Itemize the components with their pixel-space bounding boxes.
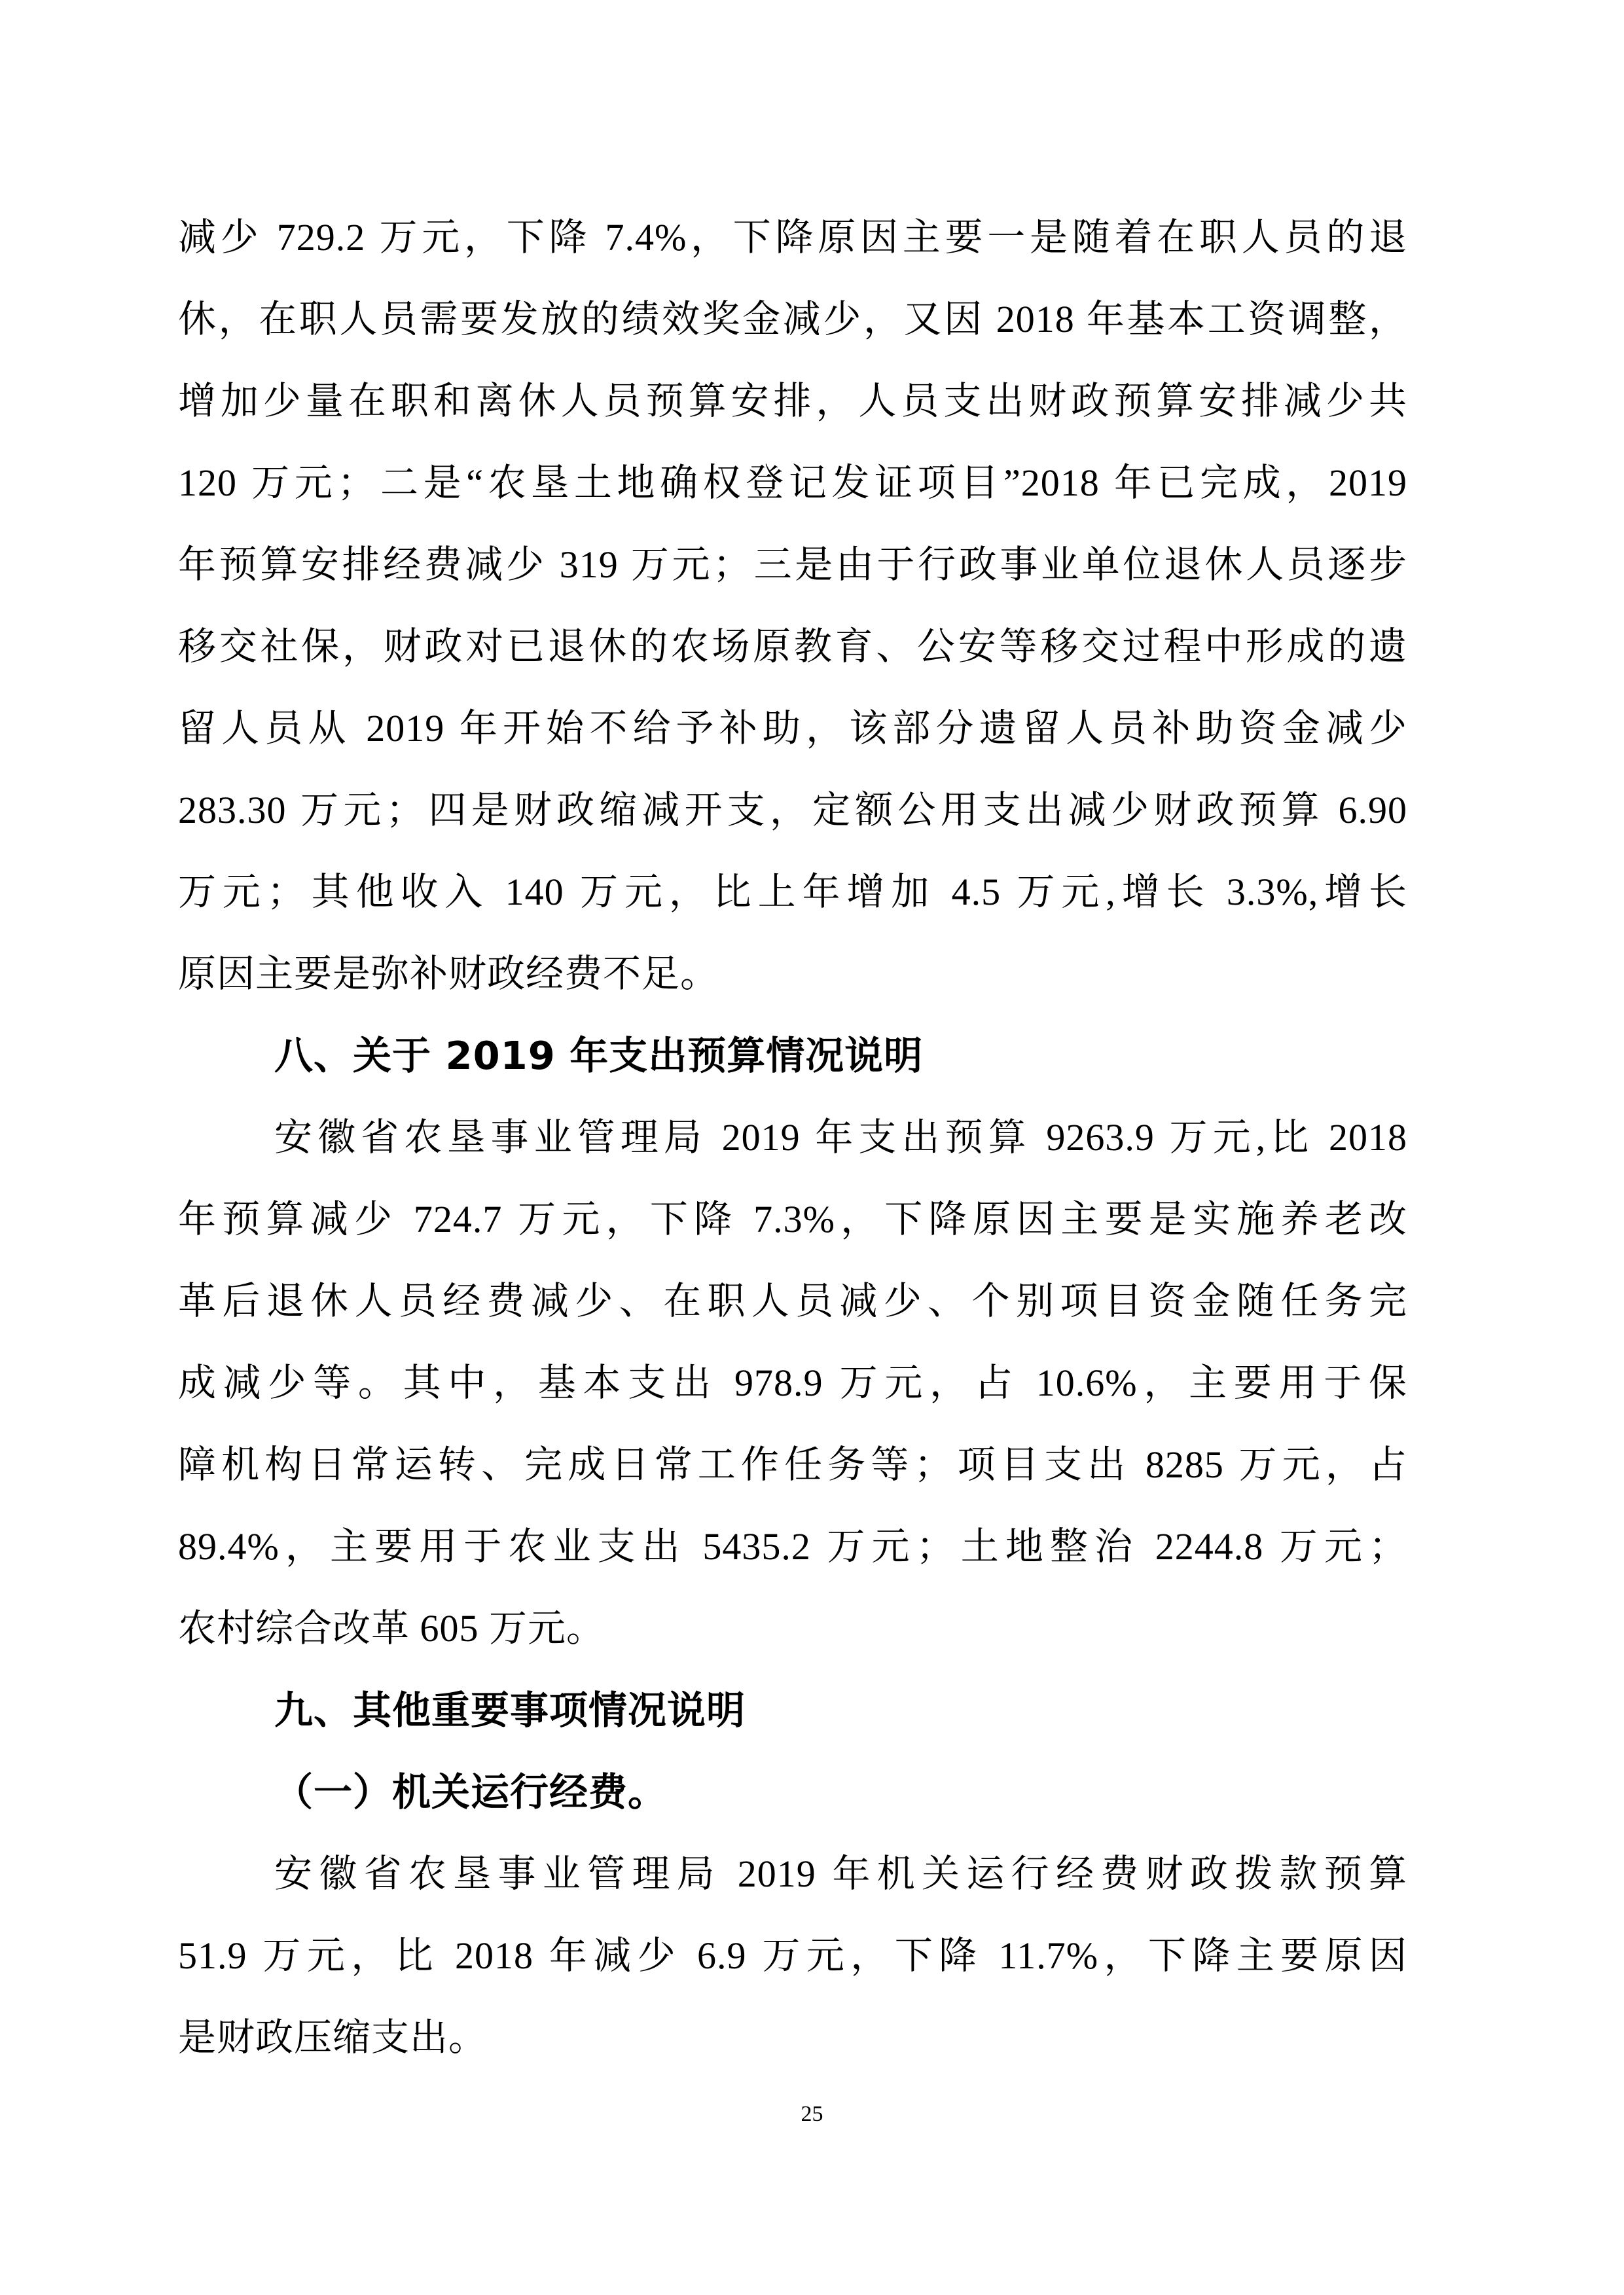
page-number: 25 bbox=[801, 2102, 823, 2126]
document-body bbox=[178, 196, 1407, 2078]
text-line: 安徽省农垦事业管理局 2019 年机关运行经费财政拨款预算 bbox=[274, 1852, 1407, 1895]
text-line: 农村综合改革 605 万元。 bbox=[178, 1607, 605, 1650]
text-line: 增加少量在职和离休人员预算安排，人员支出财政预算安排减少共 bbox=[178, 380, 1407, 422]
text-line: 51.9 万元，比 2018 年减少 6.9 万元，下降 11.7%，下降主要原因 bbox=[178, 1934, 1407, 1977]
text-line: 安徽省农垦事业管理局 2019 年支出预算 9263.9 万元,比 2018 bbox=[274, 1116, 1407, 1159]
section-heading: 九、其他重要事项情况说明 bbox=[274, 1688, 746, 1733]
text-line: 89.4%，主要用于农业支出 5435.2 万元；土地整治 2244.8 万元； bbox=[178, 1525, 1407, 1568]
text-line: 革后退休人员经费减少、在职人员减少、个别项目资金随任务完 bbox=[178, 1280, 1407, 1322]
text-line: 留人员从 2019 年开始不给予补助，该部分遗留人员补助资金减少 bbox=[178, 707, 1407, 750]
text-line: 年预算减少 724.7 万元，下降 7.3%，下降原因主要是实施养老改 bbox=[178, 1198, 1407, 1240]
text-line: 万元；其他收入 140 万元，比上年增加 4.5 万元,增长 3.3%,增长 bbox=[178, 871, 1407, 913]
section-heading: 八、关于 2019 年支出预算情况说明 bbox=[274, 1033, 924, 1078]
text-line: 283.30 万元；四是财政缩减开支，定额公用支出减少财政预算 6.90 bbox=[178, 789, 1407, 831]
subsection-heading: （一）机关运行经费。 bbox=[274, 1769, 668, 1815]
text-line: 年预算安排经费减少 319 万元；三是由于行政事业单位退休人员逐步 bbox=[178, 543, 1407, 586]
text-line: 120 万元；二是“农垦土地确权登记发证项目”2018 年已完成，2019 bbox=[178, 461, 1407, 504]
text-line: 减少 729.2 万元，下降 7.4%，下降原因主要一是随着在职人员的退 bbox=[178, 216, 1407, 259]
text-line: 移交社保，财政对已退休的农场原教育、公安等移交过程中形成的遗 bbox=[178, 625, 1407, 668]
text-line: 休，在职人员需要发放的绩效奖金减少，又因 2018 年基本工资调整， bbox=[178, 298, 1407, 340]
text-line: 原因主要是弥补财政经费不足。 bbox=[178, 952, 719, 995]
text-line: 是财政压缩支出。 bbox=[178, 2016, 488, 2059]
text-line: 障机构日常运转、完成日常工作任务等；项目支出 8285 万元，占 bbox=[178, 1443, 1407, 1486]
text-line: 成减少等。其中，基本支出 978.9 万元，占 10.6%，主要用于保 bbox=[178, 1362, 1407, 1404]
